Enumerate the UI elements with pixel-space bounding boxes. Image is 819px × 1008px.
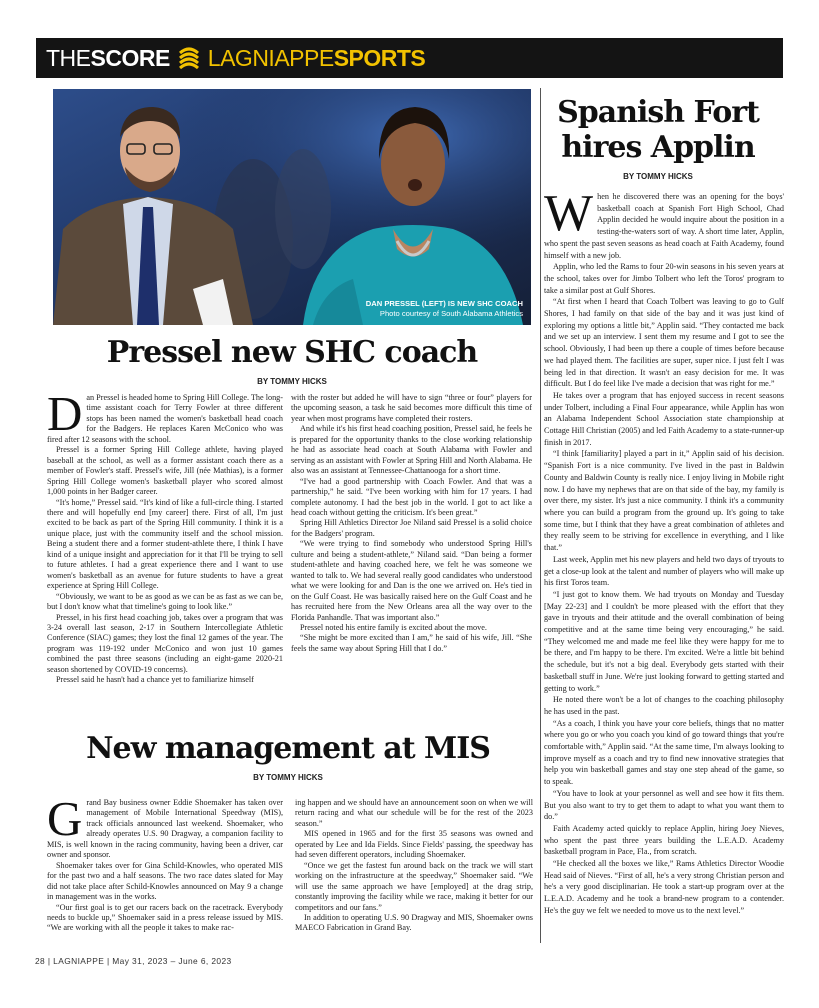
paragraph: Pressel said he hasn't had a chance yet to familiarize himself: [56, 675, 254, 685]
paragraph: Pressel is a former Spring Hill College athlete, having played baseball at the school, as well as a former assistant coach there as a member of Fowler's staff. Pressel's wife, Jill (née Mathias), is a former Spring Hill College women's basketball player who scored almost 1,000 points in her Badger career.: [47, 445, 283, 497]
paragraph: “She might be more excited than I am,” he said of his wife, Jill. “She feels the same way about Spring Hill that I do.”: [291, 633, 532, 653]
paragraph: MIS opened in 1965 and for the first 35 seasons was owned and operated by Lee and Ida Fields. Since Fields' passing, the speedway has had seven different operators, including Shoemaker.: [295, 829, 533, 860]
paragraph: “It's home,” Pressel said. “It's kind of like a full-circle thing. I started there and will hopefully end [my career] there. First of all, I'm just excited to be back as part of the Spring Hill community. I think it is a unique place, just with the community itself and the school mission. Being a student there and a former student-athlete there, I think I have kind of a unique insight and appreciation for it that I'll be trying to sell to future athletes. I had a great experience there and I want to use women's basketball as an avenue for future students to have a great experience at Spring Hill College.: [47, 497, 283, 591]
paragraph: with the roster but added he will have to sign “three or four” players for the upcoming season, a task he said becomes more difficult this time of year when most programs have completed their rosters.: [291, 393, 532, 423]
paragraph: Shoemaker takes over for Gina Schild-Knowles, who operated MIS for the past two and a half seasons. The two race dates slated for May did not take place after Schild-Knowles announced on May 9 a change in management was in the works.: [47, 860, 283, 902]
paragraph: an Pressel is headed home to Spring Hill College. The long-time assistant coach for Terry Fowler at three different stops has been named the women's basketball head coach for the Badgers. He replaces Karen McConico who was fired after 12 seasons with the school.: [47, 393, 283, 444]
section-header-bar: [36, 38, 783, 78]
paragraph: “Once we get the fastest fun around back on the track we will start working on the infrastructure at the speedway,” Shoemaker said. “We will use the same approach we have [employed] at the drag strip, constantly improving the facility while we race, making it better for our competitors and our fans.”: [295, 860, 533, 912]
story3-drop-cap: W: [544, 185, 594, 242]
photo-credit: Photo courtesy of South Alabama Athletics: [379, 309, 523, 318]
paragraph: rand Bay business owner Eddie Shoemaker has taken over management of Mobile International Speedway (MIS), track officials announced last weekend. Shoemaker, who already operates U.S. 90 Dragway, a companion facility to MIS, is well known in the racing community, having been a driver, car owner and sponsor.: [47, 798, 283, 860]
story3-byline: BY TOMMY HICKS: [623, 172, 693, 181]
photo-caption-title: DAN PRESSEL (LEFT) IS NEW SHC COACH: [365, 299, 523, 308]
paragraph: Applin, who led the Rams to four 20-win seasons in his seven years at the school, takes over for Jimbo Tolbert who left the Toros' program to take a similar post at Gulf Shores.: [544, 262, 784, 295]
section-title-the-score: [46, 45, 170, 72]
paragraph: “Our first goal is to get our racers back on the racetrack. Everybody needs to buckle up,” Shoemaker said in a press release issued by MIS. “We are working with all the people it takes to make rac-: [47, 902, 283, 933]
paragraph: And while it's his first head coaching position, Pressel said, he feels he is prepared for the opportunity thanks to the close working relationship he had as associate head coach at South Alabama with Fowler and serving as an assistant with Fowler at Spring Hill and North Alabama. He also was an assistant at Tennessee-Chattanooga for a short time.: [291, 424, 532, 476]
paragraph: Spring Hill Athletics Director Joe Niland said Pressel is a solid choice for the Badgers' program.: [291, 518, 532, 538]
photo-illustration: [53, 89, 531, 325]
paragraph: “As a coach, I think you have your core beliefs, things that no matter where you go or who you coach you kind of go toward things that you're comfortable with,” Applin said. “At the same time, I'm always looking to improve myself as a coach and try to find new innovative strategies that help you win basketball games and stay one step ahead of the game, so to speak.: [544, 718, 784, 787]
brand-sports: SPORTS: [333, 44, 426, 71]
footer-separator: |: [106, 956, 110, 966]
footer-separator: |: [47, 956, 51, 966]
paragraph: “I think [familiarity] played a part in it,” Applin said of his decision. “Spanish Fort is a nice community. I've lived in the past in Baldwin County and Baldwin County is really nice. I enjoy living in Mobile right now. I do have my nephews that are on that side of the bay, my family is over there, my sister. It's just a nice community. I think it's a community where you can build a program from the ground up. It's going to take some time, but I think that they have a great combination of athletes and they really seem to be striving for excellence in everything, and I like that.”: [544, 449, 784, 553]
issue-dates: May 31, 2023 – June 6, 2023: [112, 956, 232, 966]
story2-column-1: [47, 791, 283, 934]
page-footer: [35, 956, 232, 966]
paragraph: “Obviously, we want to be as good as we can be as fast as we can be, but I don't know what that timeline's going to look like.”: [47, 591, 283, 612]
paragraph: “He checked all the boxes we like,” Rams Athletics Director Woodie Head said of Nieves. “First of all, he's a very strong Christian person and he's a very good disciplinarian. He took a start-up program over at the L.E.A.D. Academy and he took a brand-new program to a contender. He's the guy we felt we needed to move us to the next level.”: [544, 859, 784, 915]
brand-the: THE: [46, 44, 91, 71]
paragraph: In addition to operating U.S. 90 Dragway and MIS, Shoemaker owns MAECO Fabrication in Grand Bay.: [295, 912, 533, 933]
story2-headline: New management at MIS: [86, 731, 490, 766]
paragraph: Pressel noted his entire family is excited about the move.: [300, 622, 487, 632]
paragraph: “You have to look at your personnel as well and see how it fits them. But you also want to try to get them to adapt to what you want them to do.”: [544, 788, 784, 822]
story1-byline: BY TOMMY HICKS: [257, 377, 327, 386]
story3-headline-line-1: Spanish Fort: [557, 95, 759, 130]
story1-column-2: [291, 393, 532, 654]
paragraph: Pressel, in his first head coaching job, takes over a program that was 3-24 overall last season, 2-17 in Southern Intercollegiate Athletic Conference (SIAC) games; they lost the final 12 games of the year. The program was 119-192 under McConico and won just 10 games combined the past three seasons (including an eight-game 2020-21 season shortened by COVID-19 concerns).: [47, 612, 283, 674]
story3-column: [544, 185, 784, 917]
story1-headline: Pressel new SHC coach: [106, 335, 478, 370]
section-title-lagniappe-sports: [208, 45, 425, 72]
paragraph: “I've had a good partnership with Coach Fowler. And that was a partnership,” he said. “I've been working with him for 17 years. I had complete autonomy. I had the best job in the world. I got to act like a head coach without getting the criticism. It's been great.”: [291, 476, 532, 517]
story3-headline-line-2: hires Applin: [561, 130, 755, 165]
story2-drop-cap: G: [47, 791, 83, 846]
story3-headline: [545, 95, 771, 165]
story1-drop-cap: D: [47, 386, 83, 441]
paragraph: Last week, Applin met his new players and held two days of tryouts to get a close-up look at the talent and number of players who will make up his first Toros team.: [544, 554, 784, 588]
photo-caption: [366, 299, 523, 319]
brand-score: SCORE: [90, 44, 170, 71]
paragraph: He noted there won't be a lot of changes to the coaching philosophy he has used in the past.: [544, 695, 784, 716]
paragraph: “I just got to know them. We had tryouts on Monday and Tuesday [May 22-23] and I couldn't be more pleased with the effort that they gave in tryouts and their attitude and the overall combination of being competitive and at the same time being very encouraging,” he said. “They welcomed me and made me feel like they were happy for me to be there, and I'm happy to be there. I'm excited. We're a little bit behind the schedule, but it's not a big deal. Everybody gets started with their basketball stuff in June. We're just looking forward to getting started and getting to work.”: [544, 589, 784, 693]
story2-column-2: [295, 798, 533, 934]
publication-name: LAGNIAPPE: [53, 956, 105, 966]
paragraph: hen he discovered there was an opening for the boys' basketball coach at Spanish Fort High School, Chad Applin decided he would inquire about the position in a testing-the-waters sort of way. A short time later, Applin, who spent the past seven seasons as head coach at Faith Academy, found himself with a new job.: [544, 192, 784, 260]
brand-lagniappe: LAGNIAPPE: [207, 44, 334, 71]
paragraph: He takes over a program that has enjoyed success in recent seasons under Tolbert, including a Final Four appearance, while Applin has won an Alabama Independent School Association state championship at Cottage Hill Christian (2005) and led Faith Academy to a state-runner-up finish in 2017.: [544, 390, 784, 447]
column-divider: [540, 88, 541, 943]
story-photo-coaches: [53, 89, 531, 325]
story1-column-1: [47, 386, 283, 686]
lagniappe-swirl-logo-icon: [176, 45, 202, 71]
paragraph: ing happen and we should have an announcement soon on when we will return racing and what our schedule will be for the rest of the 2023 season.”: [295, 798, 533, 828]
paragraph: Faith Academy acted quickly to replace Applin, hiring Joey Nieves, who spent the past three years building the L.E.A.D. Academy basketball program in Pace, Fla., from scratch.: [544, 823, 784, 857]
paragraph: “We were trying to find somebody who understood Spring Hill's culture and being a student-athlete,” Niland said. “Dan being a former student-athlete and having coached here, we felt he was someone we wanted to talk to. We had several really good candidates who understood what we were looking for and Dan is the one we arrived on. He's tied in on the Gulf Coast. He was basically raised here on the Gulf Coast and he has recruited here from the New Orleans area all the way over to the Florida Panhandle. That was important also.”: [291, 539, 532, 622]
paragraph: “At first when I heard that Coach Tolbert was leaving to go to Gulf Shores, I had family on that side of the bay and it was just kind of exploring my options a little bit,” Applin said. “They contacted me back and we set up an interview. I sent them my resume and I got to see the school. Obviously, I had been up there a couple of times before because we had played them. The facilities are super, super nice. I just felt I was being led in that direction. It wasn't an easy decision for me. It was difficult. But I do feel like I've made a decision that was right for me.”: [544, 297, 784, 389]
story2-byline: BY TOMMY HICKS: [253, 773, 323, 782]
page-number: 28: [35, 956, 46, 966]
